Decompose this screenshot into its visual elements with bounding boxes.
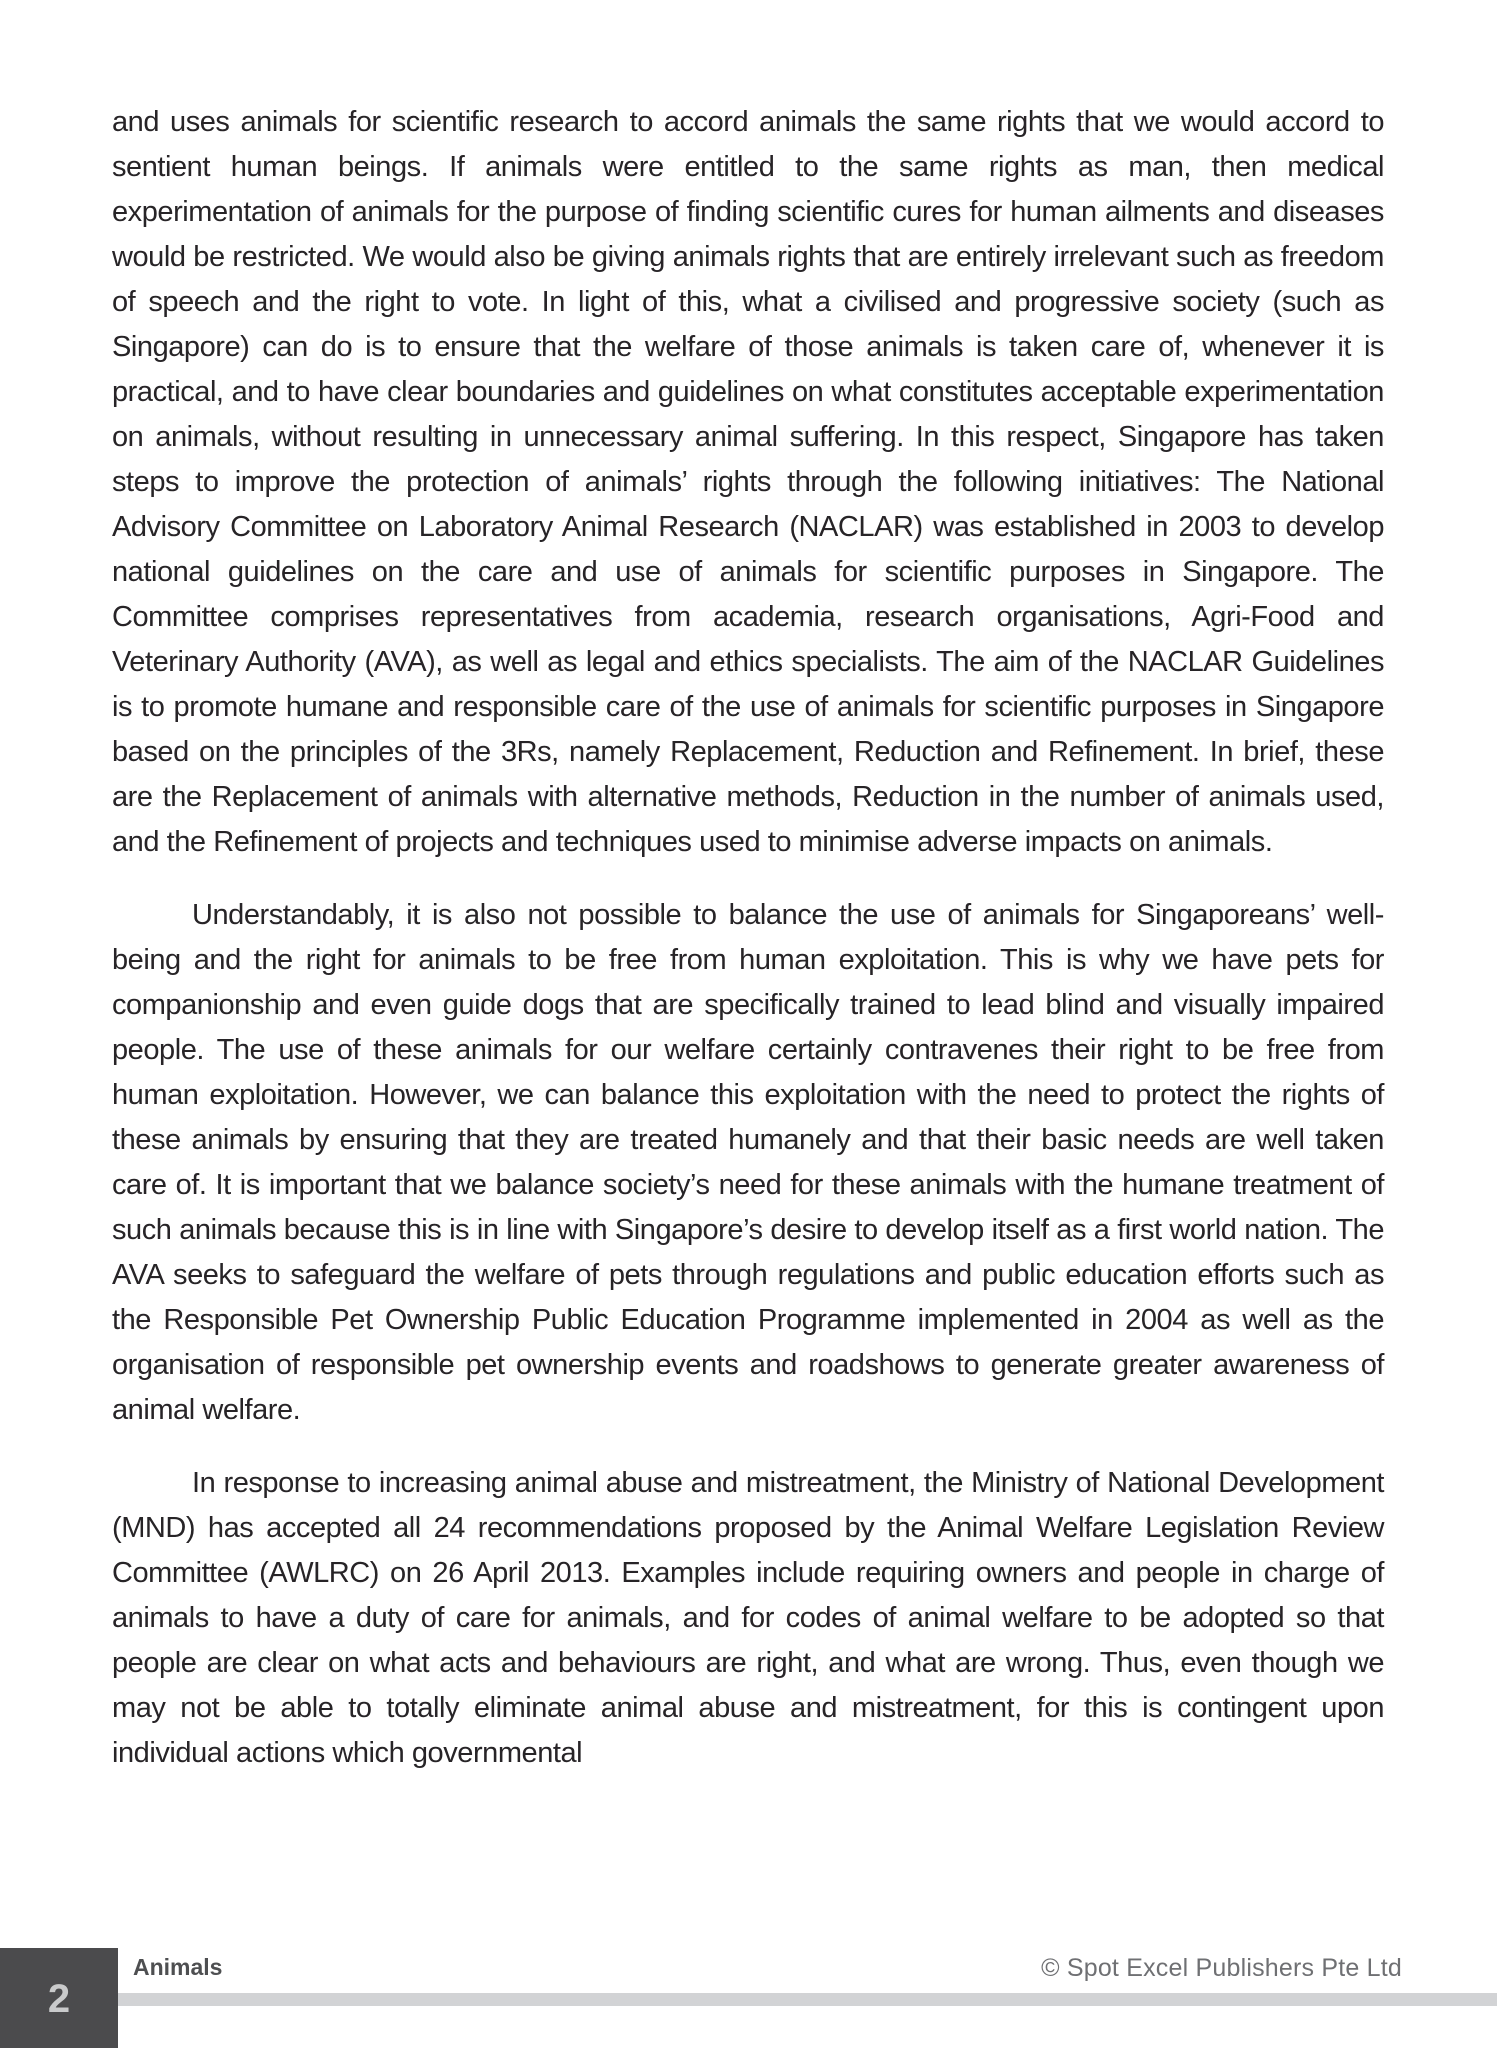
passage-paragraph-2: Understandably, it is also not possible to balance the use of animals for Singaporeans’ well-being and the right for animals to be free from human exploitation. This is why we have pets for companionship and even guide dogs that are specifically trained to lead blind and visually impaired people. The use of these animals for our welfare certainly contravenes their right to be free from human exploitation. However, we can balance this exploitation with the need to protect the rights of these animals by ensuring that they are treated humanely and that their basic needs are well taken care of. It is important that we balance society’s need for these animals with the humane treatment of such animals because this is in line with Singapore’s desire to develop itself as a first world nation. The AVA seeks to safeguard the welfare of pets through regulations and public education efforts such as the Responsible Pet Ownership Public Education Programme implemented in 2004 as well as the organisation of responsible pet ownership events and roadshows to generate greater awareness of animal welfare. [112, 899, 1384, 1426]
page-number: 2 [47, 1977, 71, 2021]
passage-paragraph-3: In response to increasing animal abuse and mistreatment, the Ministry of National Development (MND) has accepted all 24 recommendations proposed by the Animal Welfare Legislation Review Committee (AWLRC) on 26 April 2013. Examples include requiring owners and people in charge of animals to have a duty of care for animals, and for codes of animal welfare to be adopted so that people are clear on what acts and behaviours are right, and what are wrong. Thus, even though we may not be able to totally eliminate animal abuse and mistreatment, for this is contingent upon individual actions which governmental [112, 1467, 1384, 1769]
passage-paragraph-1: and uses animals for scientific research to accord animals the same rights that we would accord to sentient human beings. If animals were entitled to the same rights as man, then medical experimentation of animals for the purpose of finding scientific cures for human ailments and diseases would be restricted. We would also be giving animals rights that are entirely irrelevant such as freedom of speech and the right to vote. In light of this, what a civilised and progressive society (such as Singapore) can do is to ensure that the welfare of those animals is taken care of, whenever it is practical, and to have clear boundaries and guidelines on what constitutes acceptable experimentation on animals, without resulting in unnecessary animal suffering. In this respect, Singapore has taken steps to improve the protection of animals’ rights through the following initiatives: The National Advisory Committee on Laboratory Animal Research (NACLAR) was established in 2003 to develop national guidelines on the care and use of animals for scientific purposes in Singapore. The Committee comprises representatives from academia, research organisations, Agri-Food and Veterinary Authority (AVA), as well as legal and ethics specialists. The aim of the NACLAR Guidelines is to promote humane and responsible care of the use of animals for scientific purposes in Singapore based on the principles of the 3Rs, namely Replacement, Reduction and Refinement. In brief, these are the Replacement of animals with alternative methods, Reduction in the number of animals used, and the Refinement of projects and techniques used to minimise adverse impacts on animals. [112, 106, 1384, 858]
footer-divider-bar [118, 1993, 1497, 2006]
copyright-notice: © Spot Excel Publishers Pte Ltd [1041, 1954, 1402, 1982]
page-number-box [0, 1948, 118, 2048]
footer-topic-label: Animals [133, 1954, 223, 1980]
passage [112, 100, 1384, 1804]
